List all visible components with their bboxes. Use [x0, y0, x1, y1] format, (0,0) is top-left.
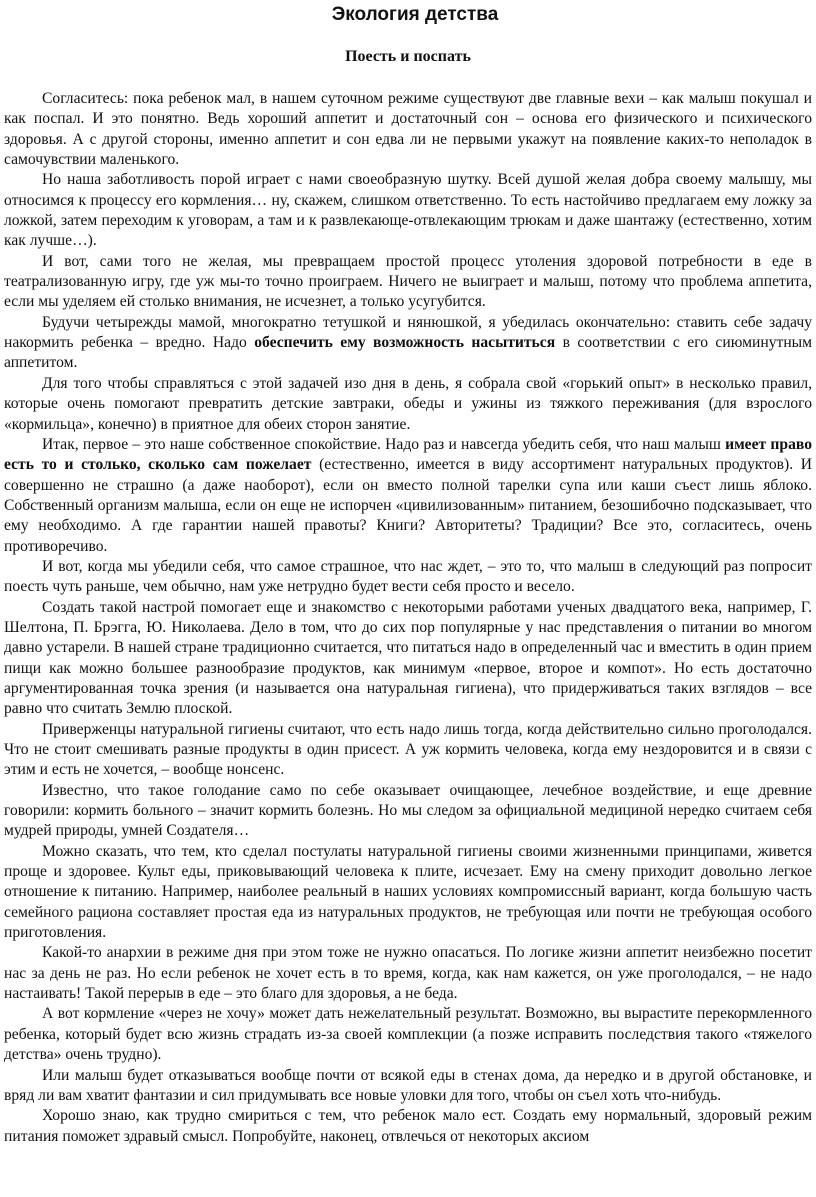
paragraph-4-text-after: в соответствии с его сиюминутным аппетитом.	[4, 334, 813, 372]
paragraph-15: Хорошо знаю, как трудно смириться с тем, что ребенок мало ест. Создать ему нормальный, здоровый режим питания поможет здравый смысл. Попробуйте, наконец, отвлечься от некоторых аксиом	[4, 1107, 812, 1145]
paragraph-4-bold-phrase: обеспечить ему возможность насытиться	[254, 334, 556, 352]
document-subtitle: Поесть и поспать	[345, 48, 471, 65]
paragraph-5: Для того чтобы справляться с этой задачей изо дня в день, я собрала свой «горький опыт» в несколько правил, которые очень помогают превратить детские завтраки, обеды и ужины из тяжкого переживания (для взрослого «кормильца», конечно) в приятное для обеих сторон занятие.	[4, 374, 812, 433]
paragraph-14: Или малыш будет отказываться вообще почти от всякой еды в стенах дома, да нередко и в другой обстановке, и вряд ли вам хватит фантазии и сил придумывать все новые уловки для того, чтобы он съел хоть что-нибудь.	[4, 1066, 812, 1104]
paragraph-4	[4, 313, 812, 374]
paragraph-6	[4, 435, 812, 557]
paragraph-12: Какой-то анархии в режиме дня при этом тоже не нужно опасаться. По логике жизни аппетит неизбежно посетит нас за день не раз. Но если ребенок не хочет есть в то время, когда, как нам кажется, он уже проголодался, – не надо настаивать! Такой перерыв в еде – это благо для здоровья, а не беда.	[4, 944, 812, 1003]
paragraph-11: Можно сказать, что тем, кто сделал постулаты натуральной гигиены своими жизненными принципами, живется проще и здоровее. Культ еды, приковывающий человека к плите, исчезает. Ему на смену приходит довольно легкое отношение к питанию. Например, наиболее реальный в наших условиях компромиссный вариант, когда большую часть семейного рациона составляет простая еда из натуральных продуктов, не требующая или почти не требующая особого приготовления.	[4, 842, 812, 942]
paragraph-1: Согласитесь: пока ребенок мал, в нашем суточном режиме существуют две главные вехи – как малыш покушал и как поспал. И это понятно. Ведь хороший аппетит и достаточный сон – основа его физического и психического здоровья. А с другой стороны, именно аппетит и сон едва ли не первыми укажут на появление каких-то неполадок в самочувствии маленького.	[4, 90, 812, 169]
paragraph-9: Приверженцы натуральной гигиены считают, что есть надо лишь тогда, когда действительно сильно проголодался. Что не стоит смешивать разные продукты в один присест. А уж кормить человека, когда ему нездоровится и в связи с этим и есть не хочется, – вообще нонсенс.	[4, 720, 812, 779]
paragraph-6-text-after: (естественно, имеется в виду ассортимент натуральных продуктов). И совершенно не страшно (а даже наоборот), если он вместо полной тарелки супа или каши съест лишь яблоко. Собственный организм малыша, если он еще не испорчен «цивилизованным» питанием, безошибочно подсказывает, что ему необходимо. А где гарантии нашей правоты? Книги? Авторитеты? Традиции? Все это, согласитесь, очень противоречиво.	[4, 456, 813, 555]
article-body	[4, 89, 812, 1147]
paragraph-10: Известно, что такое голодание само по себе оказывает очищающее, лечебное воздействие, и еще древние говорили: кормить больного – значит кормить болезнь. Но мы следом за официальной медициной нередко считаем себя мудрей природы, умней Создателя…	[4, 781, 812, 840]
paragraph-8: Создать такой настрой помогает еще и знакомство с некоторыми работами ученых двадцатого века, например, Г. Шелтона, П. Брэгга, Ю. Николаева. Дело в том, что до сих пор популярные у нас представления о питании во многом давно устарели. В нашей стране традиционно считается, что питаться надо в определенный час и вместить в один прием пищи как можно большее разнообразие продуктов, как минимум «первое, второе и компот». Но есть достаточно аргументированная точка зрения (и называется она натуральная гигиена), что придерживаться таких взглядов – все равно что считать Землю плоской.	[4, 598, 812, 718]
paragraph-13: А вот кормление «через не хочу» может дать нежелательный результат. Возможно, вы вырастите перекормленного ребенка, который будет всю жизнь страдать из-за своей комплекции (а позже исправить последствия такого «тяжелого детства» очень трудно).	[4, 1005, 812, 1064]
paragraph-2: Но наша заботливость порой играет с нами своеобразную шутку. Всей душой желая добра своему малышу, мы относимся к процессу его кормления… ну, скажем, слишком ответственно. То есть настойчиво предлагаем ему ложку за ложкой, затем переходим к уговорам, а там и к развлекающе-отвлекающим трюкам и даже шантажу (естественно, хотим как лучше…).	[4, 171, 812, 250]
paragraph-4-text-before: Будучи четырежды мамой, многократно тетушкой и нянюшкой, я убедилась окончательно: ставить себе задачу накормить ребенка – вредно. Надо	[4, 313, 812, 352]
paragraph-7: И вот, когда мы убедили себя, что самое страшное, что нас ждет, – это то, что малыш в следующий раз попросит поесть чуть раньше, чем обычно, нам уже нетрудно будет вести себя просто и весело.	[4, 557, 812, 596]
document-title: Экология детства	[331, 4, 499, 25]
paragraph-3: И вот, сами того не желая, мы превращаем простой процесс утоления здоровой потребности в еде в театрализованную игру, где уж мы-то точно проиграем. Ничего не выиграет и малыш, потому что проблема аппетита, если мы уделяем ей столько внимания, не исчезнет, а только усугубится.	[4, 252, 812, 311]
paragraph-6-text-before: Итак, первое – это наше собственное спокойствие. Надо раз и навсегда убедить себя, что наш малыш	[42, 435, 726, 453]
paragraph-6-bold-phrase: имеет право есть то и столько, сколько сам пожелает	[4, 435, 813, 474]
